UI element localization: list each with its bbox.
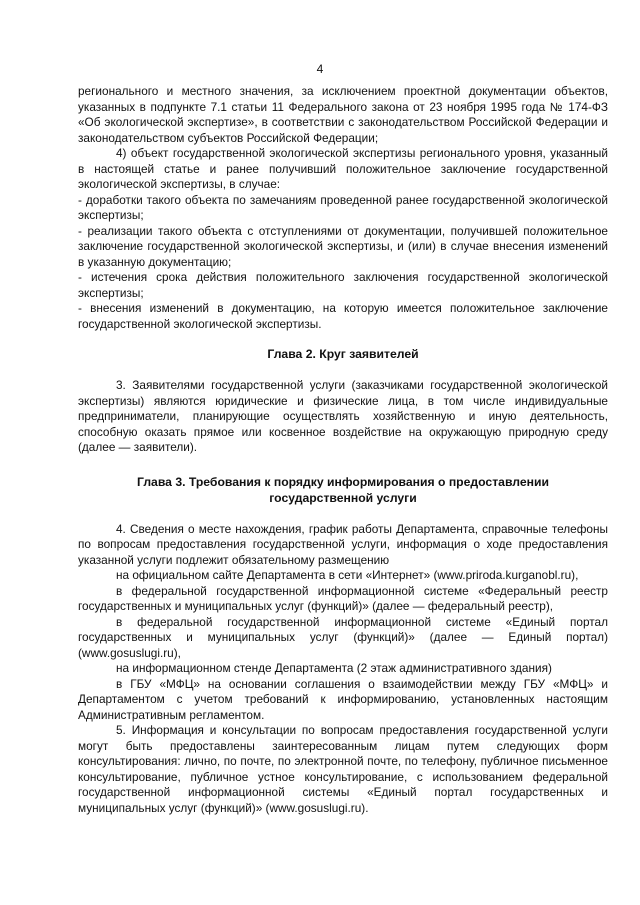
chapter-2-heading: Глава 2. Круг заявителей [267, 347, 419, 361]
paragraph-item-3: 3. Заявителями государственной услуги (заказчиками государственной экологической экспертизы) являются юридические и физические лица, в том числе индивидуальные предприниматели, планирующие осуществлять хозяйственную и иную деятельность, способную оказать прямое или косвенное воздействие на окружающую природную среду (далее — заявители). [78, 378, 608, 454]
placement-item: на информационном стенде Департамента (2 этаж административного здания) [116, 661, 552, 675]
bullet-item: - доработки такого объекта по замечаниям проведенной ранее государственной экологической экспертизы; [78, 192, 608, 222]
placement-item: на официальном сайте Департамента в сети «Интернет» (www.priroda.kurganobl.ru), [116, 568, 579, 582]
page-number: 4 [316, 62, 324, 76]
bullet-item: - истечения срока действия положительного заключения государственной экологической экспертизы; [78, 270, 608, 300]
placement-item: в ГБУ «МФЦ» на основании соглашения о взаимодействии между ГБУ «МФЦ» и Департаментом с учетом требований к информированию, установленных настоящим Административным регламентом. [78, 676, 608, 722]
paragraph-regional-level: регионального и местного значения, за исключением проектной документации объектов, указанных в подпункте 7.1 статьи 11 Федерального закона от 23 ноября 1995 года № 174-ФЗ «Об экологической экспертизе», в соответствии с законодательством Российской Федерации и законодательством субъектов Российской Федерации; [78, 84, 608, 145]
paragraph-item-5: 5. Информация и консультации по вопросам предоставления государственной услуги могут быть предоставлены заинтересованным лицам путем следующих форм консультирования: лично, по почте, по электронной почте, по телефону, публичное письменное консультирование, публичное устное консультирование, с использованием федеральной государственной информационной системы «Единый портал государственных и муниципальных услуг (функций)» (www.gosuslugi.ru). [78, 723, 608, 815]
chapter-3-heading: Глава 3. Требования к порядку информирования о предоставлении государственной услуги [137, 474, 549, 505]
placement-item: в федеральной государственной информационной системе «Единый портал государственных и муниципальных услуг (функций)» (далее — Единый портал) (www.gosuslugi.ru), [78, 614, 608, 660]
bullet-item: - реализации такого объекта с отступлениями от документации, получившей положительное заключение государственной экологической экспертизы, и (или) в случае внесения изменений в указанную документацию; [78, 223, 608, 269]
paragraph-item-4-info: 4. Сведения о месте нахождения, график работы Департамента, справочные телефоны по вопросам предоставления государственной услуги, информация о ходе предоставления указанной услуги подлежит обязательному размещению [78, 521, 608, 567]
placement-item: в федеральной государственной информационной системе «Федеральный реестр государственных и муниципальных услуг (функций)» (далее — федеральный реестр), [78, 583, 608, 613]
document-body [78, 84, 608, 816]
paragraph-item-4: 4) объект государственной экологической экспертизы регионального уровня, указанный в настоящей статье и ранее получивший положительное заключение государственной экологической экспертизы, в случае: [78, 146, 608, 191]
bullet-item: - внесения изменений в документацию, на которую имеется положительное заключение государственной экологической экспертизы. [78, 301, 608, 331]
